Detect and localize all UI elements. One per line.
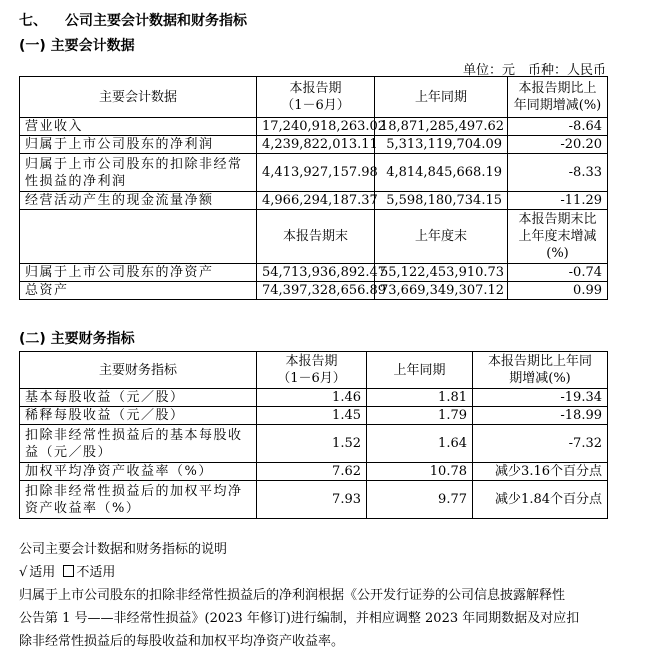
subheader-empty bbox=[20, 210, 257, 264]
not-applicable-label: 不适用 bbox=[76, 565, 116, 580]
table-row: 归属于上市公司股东的净利润 4,239,822,013.11 5,313,119,704.09 -20.20 bbox=[20, 136, 608, 154]
header-change: 本报告期比上 年同期增减(%) bbox=[508, 77, 608, 118]
indicators-heading: (二) 主要财务指标 bbox=[19, 331, 135, 347]
section-title bbox=[19, 10, 247, 30]
section-title-text: 公司主要会计数据和财务指标 bbox=[65, 13, 247, 29]
header-prior-period: 上年同期 bbox=[375, 77, 508, 118]
table-row: 归属于上市公司股东的扣除非经常性损益的净利润 4,413,927,157.98 4,814,845,668.19 -8.33 bbox=[20, 154, 608, 192]
table-row: 归属于上市公司股东的净资产 54,713,936,892.47 55,122,453,910.73 -0.74 bbox=[20, 264, 608, 282]
table-row: 加权平均净资产收益率（%） 7.62 10.78 减少3.16个百分点 bbox=[20, 463, 608, 481]
header-current-period: 本报告期 （1－6月） bbox=[257, 352, 367, 389]
subheader-change: 本报告期末比 上年度末增减 (%) bbox=[508, 210, 608, 264]
notes-line-1: 归属于上市公司股东的扣除非经常性损益后的净利润根据《公开发行证券的公司信息披露解释性 bbox=[19, 588, 566, 603]
table-subheader-row bbox=[20, 210, 608, 264]
notes-title: 公司主要会计数据和财务指标的说明 bbox=[19, 542, 228, 557]
header-indicator: 主要财务指标 bbox=[20, 352, 257, 389]
table-row: 基本每股收益（元／股） 1.46 1.81 -19.34 bbox=[20, 389, 608, 407]
section-number: 七、 bbox=[19, 13, 47, 29]
table-row: 营业收入 17,240,918,263.02 18,871,285,497.62 -8.64 bbox=[20, 118, 608, 136]
header-current-period: 本报告期 （1－6月） bbox=[257, 77, 375, 118]
notes-section bbox=[19, 538, 619, 653]
table-row: 总资产 74,397,328,656.89 73,669,349,307.12 0.99 bbox=[20, 282, 608, 300]
table-header-row bbox=[20, 352, 608, 389]
subheader-prior-year-end: 上年度末 bbox=[375, 210, 508, 264]
table-row: 经营活动产生的现金流量净额 4,966,294,187.37 5,598,180,734.15 -11.29 bbox=[20, 192, 608, 210]
header-change: 本报告期比上年同 期增减(%) bbox=[473, 352, 608, 389]
table-row: 稀释每股收益（元／股） 1.45 1.79 -18.99 bbox=[20, 407, 608, 425]
applicable-label: 适用 bbox=[29, 565, 56, 580]
empty-checkbox-icon bbox=[63, 565, 74, 577]
header-prior-period: 上年同期 bbox=[367, 352, 473, 389]
header-indicator: 主要会计数据 bbox=[20, 77, 257, 118]
financial-indicators-table bbox=[19, 351, 608, 519]
check-mark-icon: √ bbox=[19, 565, 28, 580]
notes-line-2: 公告第 1 号——非经常性损益》(2023 年修订)进行编制，并相应调整 2023 年同期数据及对应扣 bbox=[19, 611, 580, 626]
notes-line-3: 除非经常性损益后的每股收益和加权平均净资产收益率。 bbox=[19, 634, 345, 649]
applicability-options bbox=[19, 561, 619, 584]
table-header-row bbox=[20, 77, 608, 118]
table-row: 扣除非经常性损益后的加权平均净资产收益率（%） 7.93 9.77 减少1.84个百分点 bbox=[20, 481, 608, 519]
subheader-period-end: 本报告期末 bbox=[257, 210, 375, 264]
unit-currency-line: 单位：元 币种：人民币 bbox=[462, 63, 606, 78]
accounting-data-table bbox=[19, 76, 608, 300]
table-row: 扣除非经常性损益后的基本每股收益（元／股） 1.52 1.64 -7.32 bbox=[20, 425, 608, 463]
accounting-heading: (一) 主要会计数据 bbox=[19, 38, 135, 54]
